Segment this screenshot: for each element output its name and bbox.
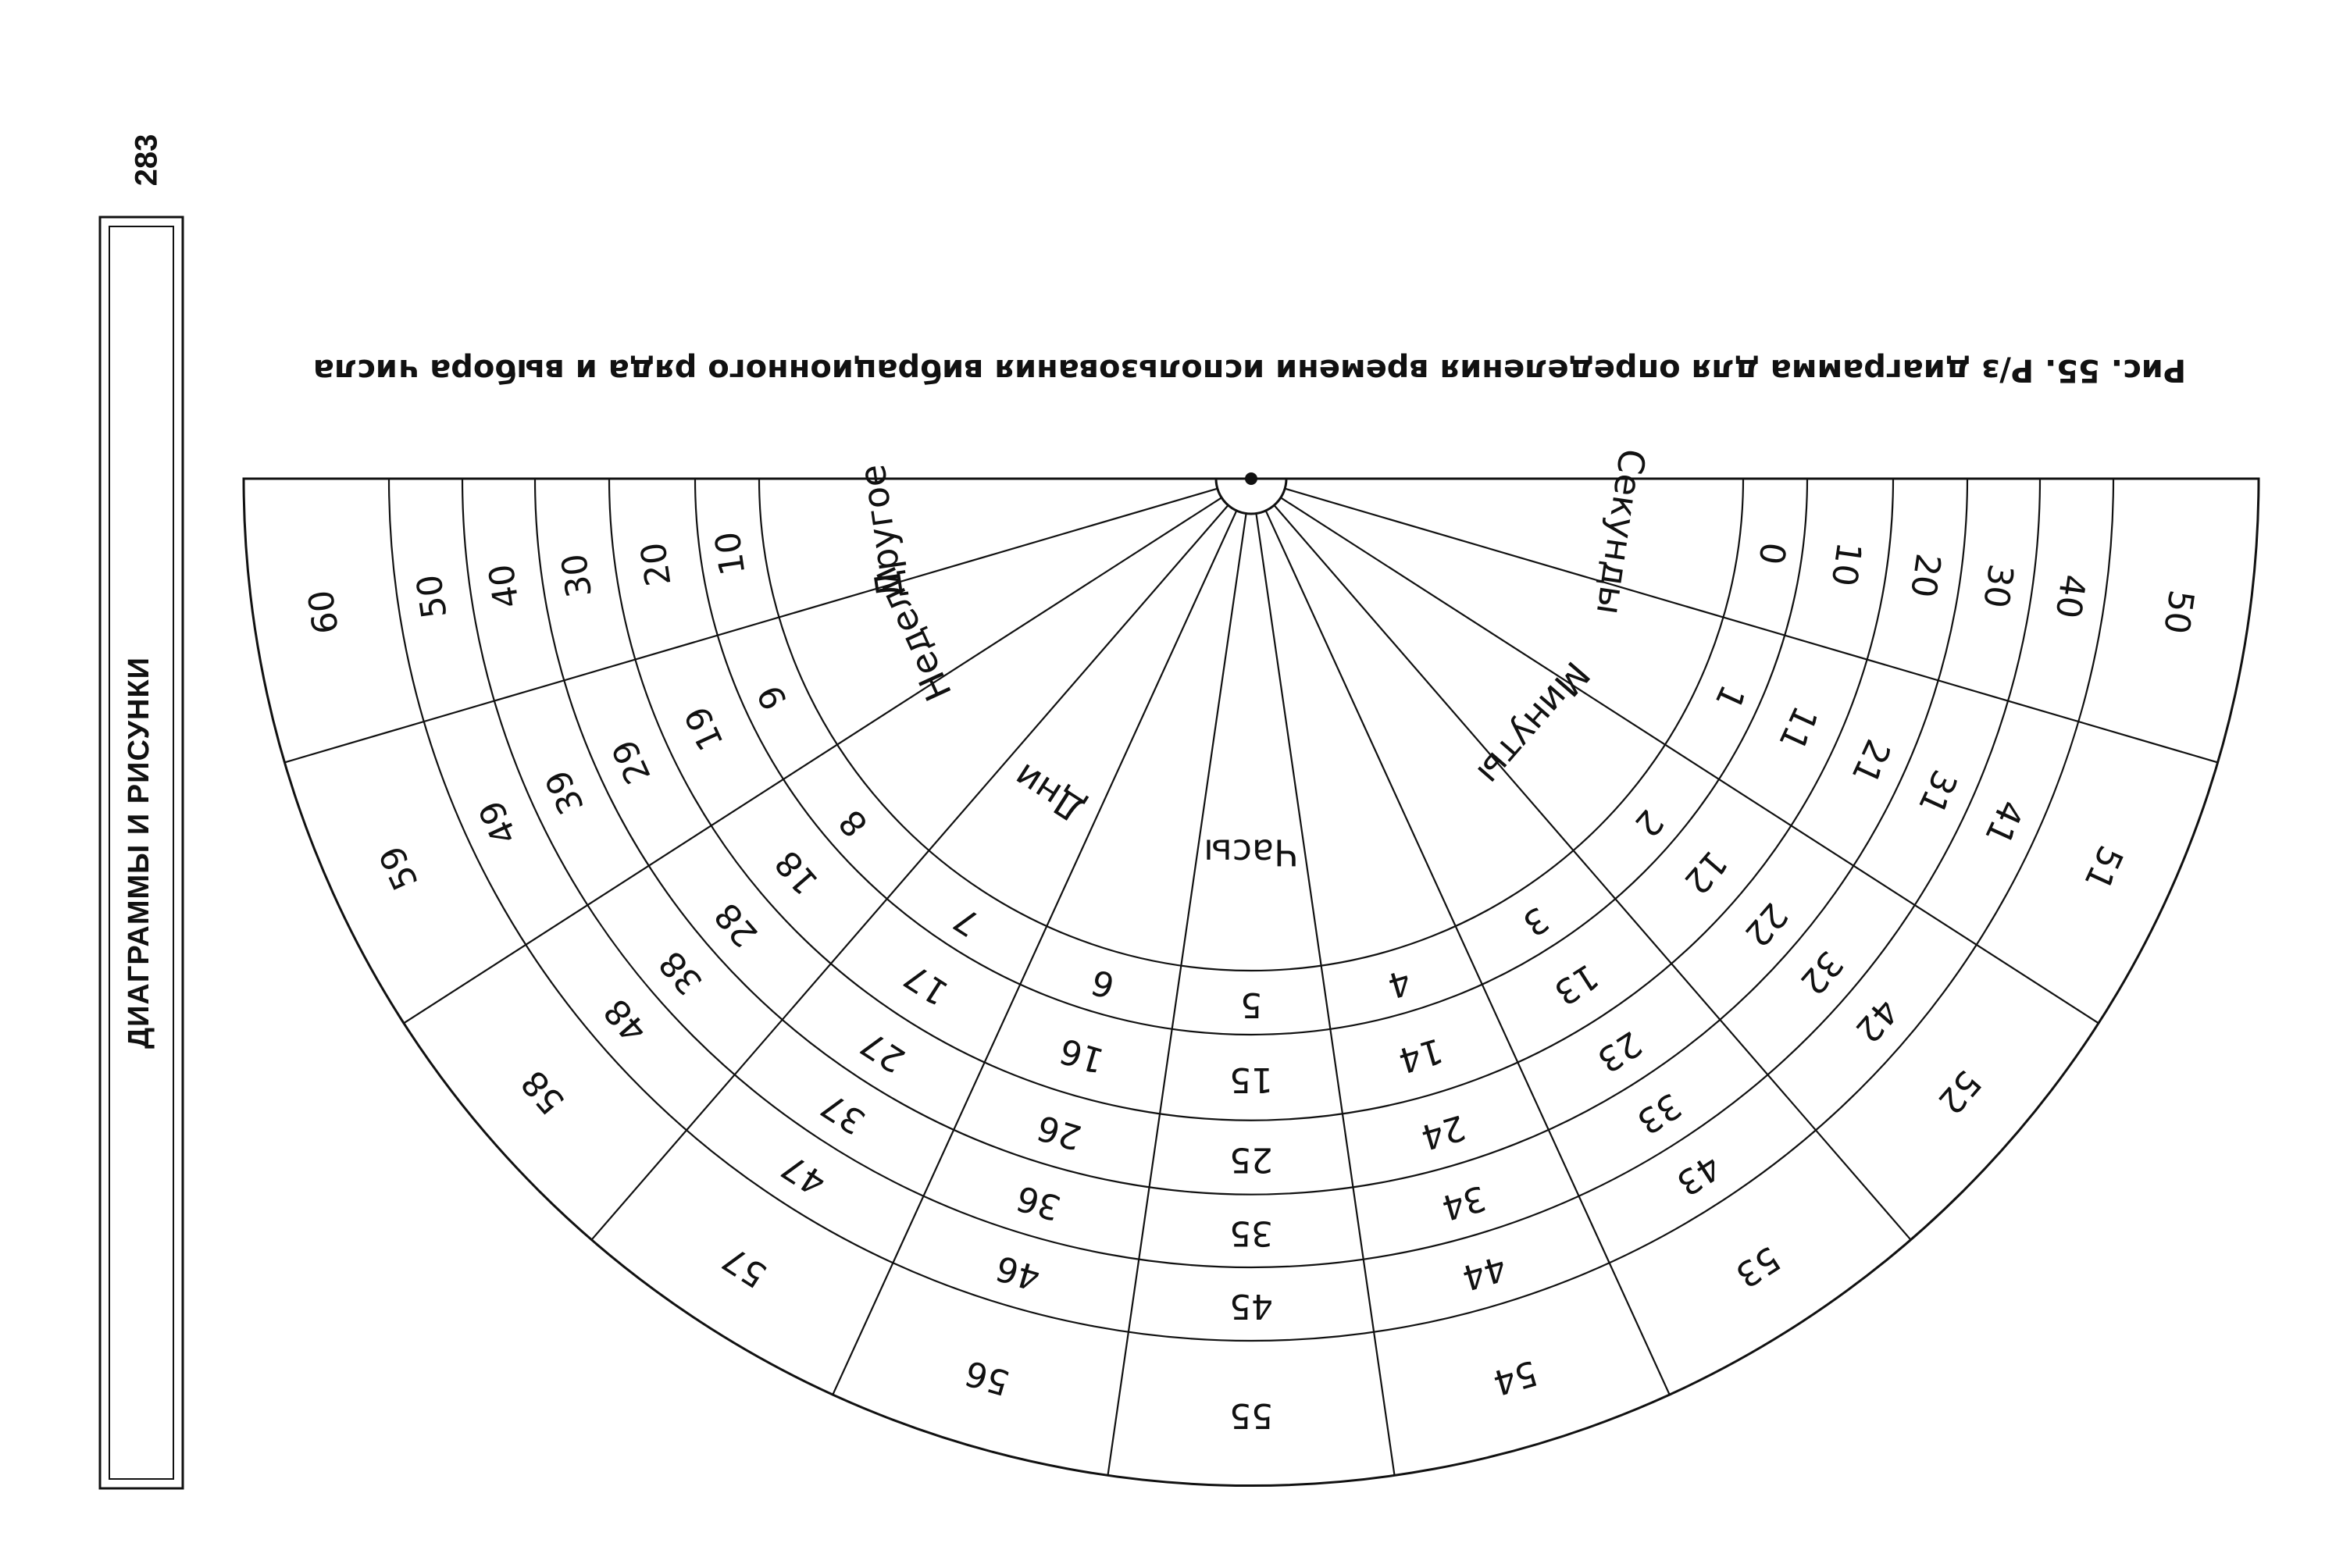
cell-label: 20 xyxy=(633,540,679,589)
cell-label: 37 xyxy=(814,1085,873,1142)
figure-caption: Рис. 55. Р/з диаграмма для определения времени использования вибрационного ряда и выбора числа xyxy=(312,352,2187,388)
cell-label: 27 xyxy=(854,1022,912,1081)
cell-label: 1 xyxy=(1706,679,1753,716)
cell-label: 23 xyxy=(1590,1022,1649,1081)
cell-label: 2 xyxy=(1626,801,1671,845)
cell-label: 39 xyxy=(537,764,593,821)
sector-label: Дни xyxy=(1006,754,1093,832)
cell-label: 53 xyxy=(1728,1238,1787,1295)
cell-label: 8 xyxy=(831,801,876,845)
cell-label: 50 xyxy=(409,572,455,622)
cell-label: 24 xyxy=(1416,1107,1470,1158)
cell-label: 19 xyxy=(677,700,732,757)
ring-arc xyxy=(759,479,1743,971)
cell-label: 52 xyxy=(1929,1062,1989,1122)
cell-label: 51 xyxy=(2076,839,2131,896)
cell-label: 33 xyxy=(1629,1085,1689,1142)
cell-label: 36 xyxy=(1011,1177,1065,1228)
cell-label: 60 xyxy=(301,587,347,637)
cell-label: 0 xyxy=(1750,540,1793,568)
cell-label: 6 xyxy=(1086,960,1119,1006)
sector-label: Недели xyxy=(862,560,961,707)
cell-label: 14 xyxy=(1393,1029,1447,1081)
sector-label: Другое xyxy=(851,461,912,602)
cell-label: 34 xyxy=(1437,1177,1491,1228)
cell-label: 15 xyxy=(1229,1060,1273,1099)
cell-label: 38 xyxy=(651,943,711,1003)
cell-label: 26 xyxy=(1032,1107,1086,1158)
cell-label: 42 xyxy=(1847,990,1906,1050)
cell-label: 16 xyxy=(1055,1029,1109,1081)
sector-label: Секунды xyxy=(1588,446,1654,618)
cell-label: 49 xyxy=(471,794,526,851)
cell-label: 20 xyxy=(1902,551,1949,600)
cell-label: 18 xyxy=(767,843,827,902)
cell-label: 48 xyxy=(596,990,655,1050)
cell-label: 3 xyxy=(1515,898,1556,944)
cell-label: 31 xyxy=(1910,764,1965,821)
cell-label: 28 xyxy=(707,895,766,954)
cell-label: 59 xyxy=(372,839,426,896)
cell-label: 32 xyxy=(1792,943,1851,1003)
cell-label: 30 xyxy=(554,551,601,600)
sector-divider xyxy=(1281,497,2099,1023)
cell-label: 44 xyxy=(1457,1247,1511,1298)
cell-label: 45 xyxy=(1229,1286,1273,1326)
cell-label: 11 xyxy=(1771,700,1825,757)
pendulum-diagram xyxy=(244,447,2259,1486)
running-header: ДИАГРАММЫ И РИСУНКИ xyxy=(123,657,156,1049)
cell-label: 9 xyxy=(750,679,796,716)
cell-label: 22 xyxy=(1736,895,1796,954)
cell-label: 5 xyxy=(1240,985,1262,1025)
cell-label: 40 xyxy=(2047,572,2093,622)
cell-label: 10 xyxy=(1823,540,1869,589)
cell-label: 57 xyxy=(715,1238,774,1295)
cell-label: 40 xyxy=(481,561,528,611)
cell-label: 56 xyxy=(961,1352,1015,1403)
cell-label: 50 xyxy=(2156,587,2202,637)
cell-label: 46 xyxy=(991,1247,1045,1298)
cell-label: 47 xyxy=(774,1146,833,1203)
cell-label: 30 xyxy=(1974,561,2021,611)
cell-label: 12 xyxy=(1675,843,1735,902)
cell-label: 55 xyxy=(1229,1395,1273,1435)
outer-semicircle xyxy=(244,479,2259,1486)
cell-label: 29 xyxy=(604,733,659,790)
cell-label: 41 xyxy=(1976,794,2031,851)
page-margin xyxy=(100,134,183,1488)
sector-divider xyxy=(1107,514,1246,1476)
cell-label: 35 xyxy=(1229,1213,1273,1253)
ring-arc xyxy=(389,479,2113,1341)
sector-divider xyxy=(1274,505,1910,1240)
sector-divider xyxy=(1256,514,1394,1476)
cell-label: 13 xyxy=(1546,955,1606,1013)
ring-arc xyxy=(695,479,1807,1035)
cell-label: 7 xyxy=(947,898,987,944)
cell-label: 17 xyxy=(897,955,956,1013)
running-header-box xyxy=(100,217,183,1488)
cell-label: 25 xyxy=(1229,1139,1273,1180)
cell-label: 10 xyxy=(708,529,754,579)
cell-label: 21 xyxy=(1843,733,1899,790)
page-number: 283 xyxy=(129,134,164,187)
sector-divider xyxy=(404,497,1221,1023)
pivot-dot xyxy=(1245,472,1257,485)
sector-label: Часы xyxy=(1204,831,1299,874)
cell-label: 54 xyxy=(1488,1352,1542,1403)
cell-label: 58 xyxy=(513,1062,573,1122)
cell-label: 43 xyxy=(1669,1146,1728,1203)
sector-label: Минуты xyxy=(1469,653,1599,793)
cell-label: 4 xyxy=(1383,960,1416,1006)
